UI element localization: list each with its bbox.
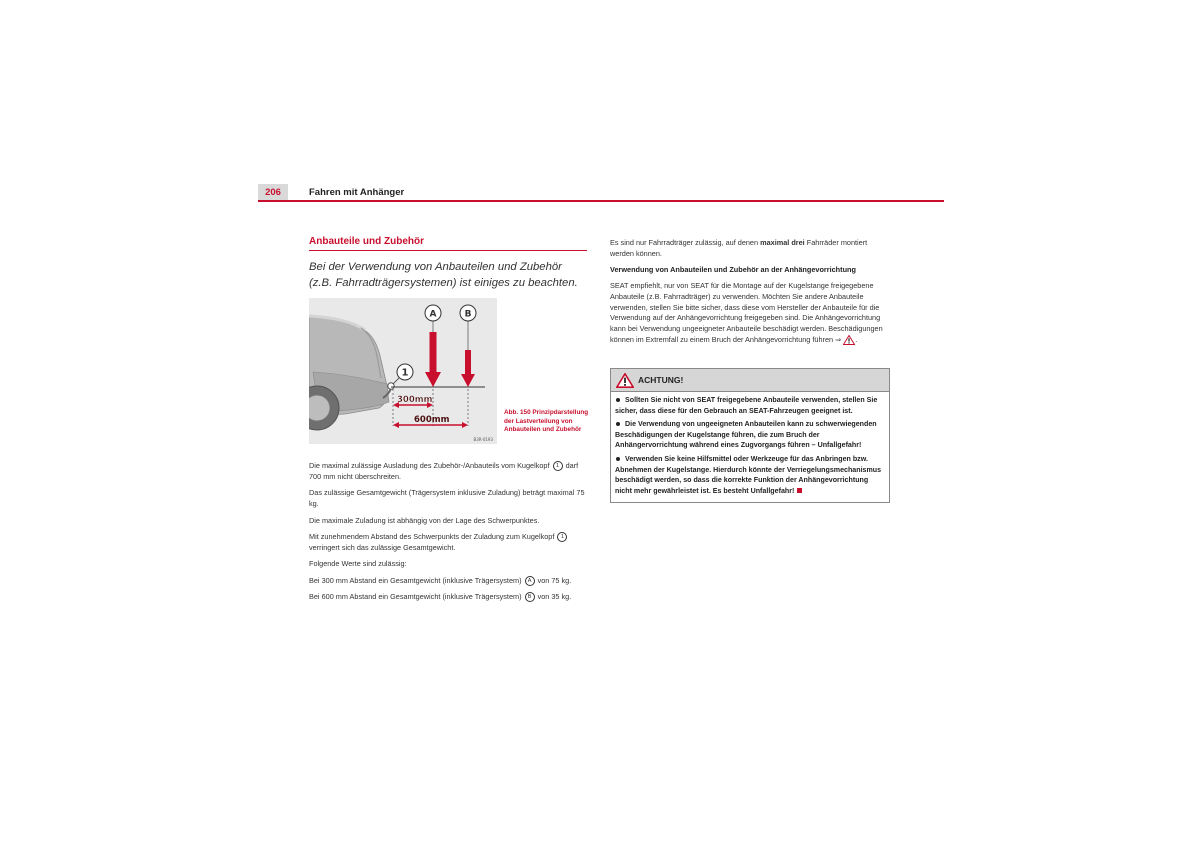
bullet-icon [616, 398, 620, 402]
arrow-a-label: A [429, 309, 437, 320]
warning-item [615, 454, 886, 496]
bullet-icon [616, 422, 620, 426]
paragraph-600mm [309, 592, 587, 603]
warning-item [615, 395, 886, 416]
warning-item-text: Die Verwendung von ungeeigneten Anbauteilen kann zu schwerwiegenden Beschädigungen der Kugelstange führen, die zum Bruch der Anhängervorrichtung während eines Zugvorgangs führen – Unfallgefahr! [615, 420, 877, 450]
figure-caption [504, 409, 590, 435]
bullet-icon [616, 457, 620, 461]
paragraph-text: Die maximal zulässige Ausladung des Zubehör-/Anbauteils vom Kugelkopf [309, 461, 550, 470]
emphasis-text: maximal drei [760, 238, 805, 247]
dim-600-arrow-right [462, 422, 468, 428]
dim-300-label: 300mm [397, 395, 433, 405]
paragraph-zuladung: Die maximale Zuladung ist abhängig von der Lage des Schwerpunktes. [309, 515, 540, 525]
ref-1-badge: 1 [557, 532, 567, 542]
arrow-b-shaft [465, 350, 471, 376]
header-rule [258, 200, 944, 202]
arrow-b-head [461, 374, 475, 387]
paragraph-schwerpunkt [309, 532, 587, 554]
cross-reference-arrow: ⇒ [835, 335, 842, 345]
paragraph-text: Mit zunehmendem Abstand des Schwerpunkts der Zuladung zum Kugelkopf [309, 532, 555, 542]
running-title: Fahren mit Anhänger [309, 187, 405, 198]
figure-illustration [309, 298, 497, 444]
end-of-section-icon [797, 488, 802, 493]
paragraph-werte: Folgende Werte sind zulässig: [309, 559, 407, 569]
callout-1-label: 1 [401, 367, 409, 379]
section-title: Anbauteile und Zubehör [309, 236, 587, 251]
arrow-a-shaft [430, 332, 437, 374]
right-body-text [610, 238, 888, 351]
arrow-a-head [425, 372, 441, 387]
paragraph-seat-empfiehlt: SEAT empfiehlt, nur von SEAT für die Montage auf der Kugelstange freigegebene Anbauteile (z.B. Fahrradträger) zu verwenden. Möchten Sie andere Anbauteile verwenden, stellen Sie bitte sicher, dass diese vom Hersteller der Anbauteile für die Verwendung auf der Anhängevorrichtung freigegeben sind. Die Anhängevorrichtung kann bei Verwendung ungeeigneter Anbauteile beschädigt werden. Beschädigungen können im Extremfall zu einem Bruch der Anhängevorrichtung führen ⇒ . [610, 280, 883, 345]
figure-caption-text: Prinzipdarstellung der Lastverteilung von Anbauteilen und Zubehör [504, 409, 589, 434]
paragraph-text: Fahrräder montiert werden können. [610, 238, 868, 258]
warning-triangle-icon [616, 373, 634, 388]
ref-1-badge: 1 [553, 461, 563, 471]
warning-item-text: Sollten Sie nicht von SEAT freigegebene Anbauteile verwenden, stellen Sie sicher, dass diese für den Gebrauch an SEAT-Fahrzeugen geeignet ist. [615, 396, 878, 415]
figure-load-distribution [309, 298, 497, 444]
paragraph-text: von 75 kg. [537, 575, 572, 585]
warning-box [610, 368, 890, 503]
arrow-b-label: B [464, 309, 472, 320]
paragraph-text: von 35 kg. [537, 592, 572, 602]
paragraph-text: Bei 300 mm Abstand ein Gesamtgewicht (inklusive Trägersystem) [309, 575, 522, 585]
paragraph-text: Bei 600 mm Abstand ein Gesamtgewicht (inklusive Trägersystem) [309, 592, 522, 602]
paragraph-text: verringert sich das zulässige Gesamtgewicht. [309, 542, 456, 552]
paragraph-text: darf 700 mm nicht überschreiten. [309, 461, 579, 481]
warning-triangle-icon [843, 335, 855, 345]
warning-item [615, 419, 886, 451]
paragraph-text: SEAT empfiehlt, nur von SEAT für die Montage auf der Kugelstange freigegebene Anbauteile (z.B. Fahrradträger) zu verwenden. Möchten Sie andere Anbauteile verwenden, stellen Sie bitte sicher, dass diese vom Hersteller der Anbauteile für die Verwendung auf der Anhängevorrichtung freigegeben sind. Die Anhängevorrichtung kann bei Verwendung ungeeigneter Anbauteile beschädigt werden. Beschädigungen können im Extremfall zu einem Bruch der Anhängevorrichtung führen [610, 280, 883, 345]
paragraph-gesamtgewicht: Das zulässige Gesamtgewicht (Trägersystem inklusive Zuladung) beträgt maximal 75 kg. [309, 488, 585, 509]
paragraph-ausladung [309, 461, 587, 483]
section-block [309, 236, 587, 291]
page-number: 206 [258, 184, 288, 202]
paragraph-fahrradtraeger [610, 238, 888, 260]
ref-b-badge: B [525, 592, 535, 602]
callout-1-leader [393, 378, 399, 384]
dim-600-label: 600mm [414, 415, 450, 425]
warning-header [611, 369, 889, 392]
paragraph-text: Es sind nur Fahrradträger zulässig, auf denen [610, 238, 759, 247]
figure-code: B3R-0193 [473, 437, 493, 442]
subheading-anhaengevorrichtung: Verwendung von Anbauteilen und Zubehör an der Anhängevorrichtung [610, 264, 856, 274]
paragraph-300mm [309, 576, 587, 587]
figure-caption-label: Abb. 150 [504, 409, 531, 416]
ref-a-badge: A [525, 576, 535, 586]
car-wheel-rim [309, 395, 330, 421]
dim-600-arrow-left [393, 422, 399, 428]
warning-title: ACHTUNG! [638, 375, 684, 385]
left-body-text [309, 461, 587, 609]
warning-body [611, 392, 889, 502]
warning-item-text: Verwenden Sie keine Hilfsmittel oder Werkzeuge für das Anbringen bzw. Abnehmen der Kugelstange. Hierdurch könnte der Verriegelungsmechanismus beschädigt werden, so dass die korrekte Funktion der Anhängevorrichtung nicht mehr gewährleistet ist. Es besteht Unfallgefahr! [615, 454, 882, 495]
section-intro: Bei der Verwendung von Anbauteilen und Zubehör (z.B. Fahrradträgersystemen) ist einiges zu beachten. [309, 261, 578, 289]
